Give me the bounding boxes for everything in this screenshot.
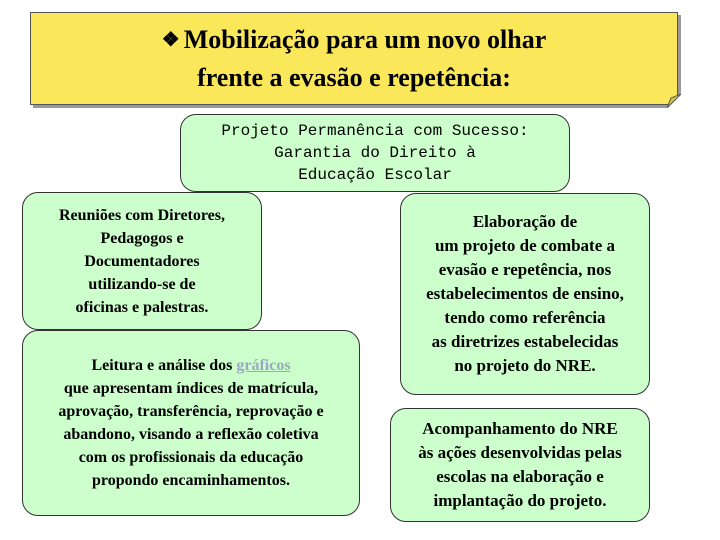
reading-line-6: propondo encaminhamentos. — [92, 472, 290, 489]
elaboration-line-1: Elaboração de — [472, 212, 578, 231]
elaboration-line-3: evasão e repetência, nos — [438, 260, 612, 279]
folded-corner-icon — [667, 94, 681, 108]
follow-up-line-2: às ações desenvolvidas pelas — [418, 443, 622, 462]
title-banner — [30, 12, 678, 105]
follow-up-line-4: implantação do projeto. — [433, 491, 607, 510]
graficos-link[interactable]: gráficos — [236, 357, 291, 374]
project-line-2: Garantia do Direito à — [274, 144, 476, 162]
reading-line-4: abandono, visando a reflexão coletiva — [63, 426, 319, 443]
meetings-line-1: Reuniões com Diretores, — [58, 206, 226, 224]
elaboration-line-2: um projeto de combate a — [434, 236, 616, 255]
follow-up-line-1: Acompanhamento do NRE — [422, 419, 618, 438]
reading-box — [22, 330, 360, 516]
reading-line-1 — [58, 354, 323, 377]
meetings-line-5: oficinas e palestras. — [75, 298, 209, 316]
elaboration-line-7: no projeto do NRE. — [454, 356, 596, 375]
reading-line-1-text: Leitura e análise dos — [91, 357, 237, 374]
elaboration-box — [400, 193, 650, 395]
reading-line-2: que apresentam índices de matrícula, — [63, 380, 319, 397]
project-line-1: Projeto Permanência com Sucesso: — [221, 122, 529, 140]
reading-line-5: com os profissionais da educação — [78, 449, 304, 466]
title-line-1 — [31, 21, 677, 59]
follow-up-box — [390, 408, 650, 522]
elaboration-line-4: estabelecimentos de ensino, — [426, 284, 624, 303]
meetings-box — [22, 192, 262, 330]
diamond-bullet-icon: ❖ — [161, 29, 180, 51]
title-line-2: frente a evasão e repetência: — [197, 63, 511, 92]
meetings-line-4: utilizando-se de — [88, 275, 196, 293]
elaboration-line-5: tendo como referência — [444, 308, 606, 327]
reading-line-3: aprovação, transferência, reprovação e — [58, 403, 324, 420]
project-line-3: Educação Escolar — [298, 166, 452, 184]
meetings-line-3: Documentadores — [84, 252, 200, 270]
title-text-1: Mobilização para um novo olhar — [183, 25, 547, 54]
meetings-line-2: Pedagogos e — [100, 229, 184, 247]
project-box — [180, 114, 570, 192]
elaboration-line-6: as diretrizes estabelecidas — [431, 332, 619, 351]
follow-up-line-3: escolas na elaboração e — [436, 467, 604, 486]
